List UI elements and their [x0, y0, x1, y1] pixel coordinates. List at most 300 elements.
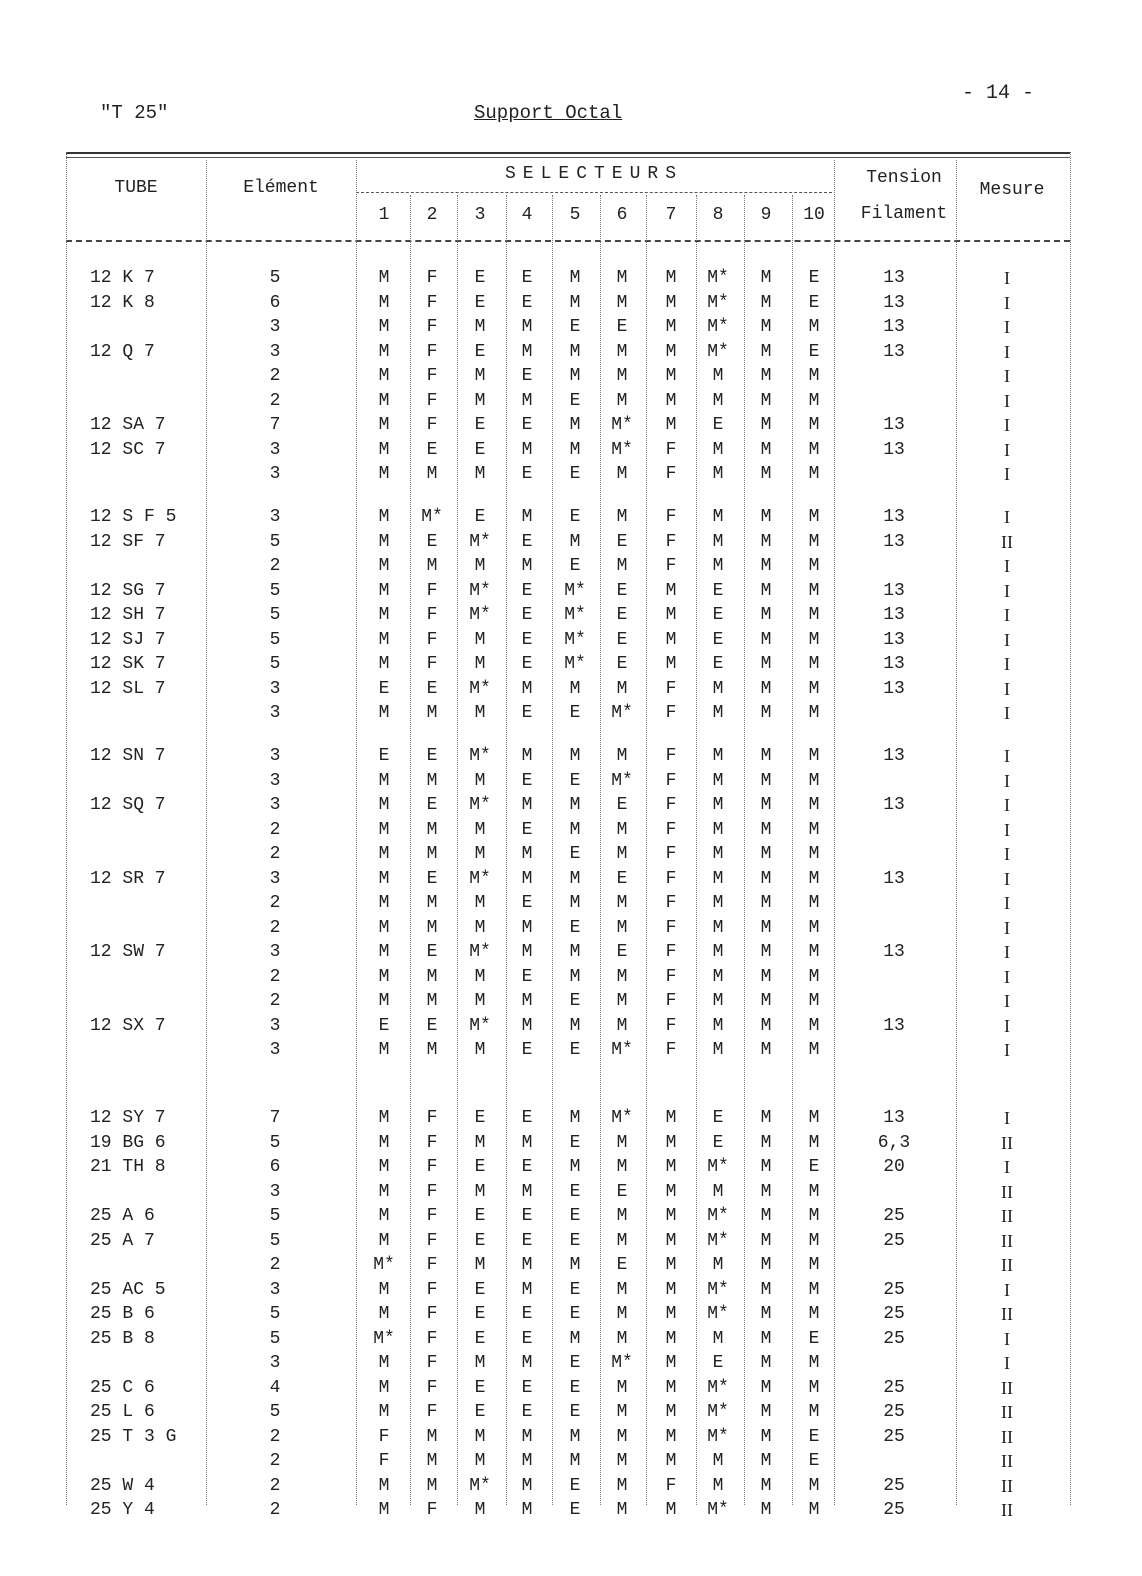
filament-tension: 13 — [883, 317, 905, 337]
measure-value: I — [1004, 415, 1010, 435]
tube-name: 12 SL 7 — [90, 678, 166, 699]
measure-value: II — [1001, 1255, 1013, 1275]
selector-value: M — [521, 746, 533, 766]
tube-name: 12 S F 5 — [90, 507, 177, 527]
selector-value: M — [808, 844, 820, 864]
selector-value: E — [712, 580, 724, 601]
selector-value: M — [808, 819, 820, 840]
element-count: 3 — [269, 1015, 281, 1036]
table-row — [0, 1182, 1142, 1206]
selector-value: M — [616, 1377, 628, 1398]
selector-value: F — [426, 317, 438, 337]
element-count: 5 — [269, 580, 281, 601]
selector-value: E — [521, 703, 533, 723]
selector-value: M — [665, 1181, 677, 1202]
measure-value: II — [1001, 1206, 1013, 1226]
filament-tension: 13 — [883, 1015, 905, 1036]
selector-value: E — [521, 366, 533, 386]
selector-value: F — [665, 942, 677, 962]
selector-value: E — [569, 1353, 581, 1373]
selector-value: M — [712, 1451, 724, 1471]
selector-value: M — [569, 1255, 581, 1275]
selector-number: 6 — [616, 205, 628, 225]
selector-value: M — [378, 770, 390, 791]
measure-value: II — [1001, 1451, 1013, 1471]
selector-value: M — [808, 1500, 820, 1520]
selector-value: M — [712, 893, 724, 913]
selector-value: F — [426, 580, 438, 601]
selector-value: F — [426, 1500, 438, 1520]
selector-value: M — [616, 1451, 628, 1471]
selector-value: M — [808, 1279, 820, 1300]
tube-name: 12 SX 7 — [90, 1015, 166, 1036]
selector-value: M — [378, 531, 390, 552]
selector-value: M — [760, 844, 772, 864]
column-header-element: Elément — [243, 178, 319, 198]
element-count: 5 — [269, 1132, 281, 1153]
element-count: 3 — [269, 1279, 281, 1300]
selector-value: M — [569, 795, 581, 815]
selector-value: E — [808, 1426, 820, 1447]
table-row — [0, 630, 1142, 654]
filament-tension: 13 — [883, 746, 905, 766]
selector-value: M — [760, 268, 772, 288]
selecteurs-underline — [356, 192, 832, 193]
filament-tension: 6,3 — [877, 1132, 911, 1153]
selector-value: E — [474, 1402, 486, 1422]
table-row — [0, 1304, 1142, 1328]
element-count: 2 — [269, 1426, 281, 1447]
selector-value: F — [665, 746, 677, 766]
selector-value: M — [378, 991, 390, 1011]
selector-value: E — [474, 1304, 486, 1324]
selector-value: M — [616, 1402, 628, 1422]
selector-value: M — [760, 439, 772, 460]
selector-value: F — [378, 1426, 390, 1447]
selector-value: M* — [373, 1328, 395, 1349]
selector-value: E — [569, 507, 581, 527]
selector-value: F — [665, 795, 677, 815]
selector-value: E — [616, 795, 628, 815]
selector-value: F — [426, 1132, 438, 1153]
selector-value: M* — [611, 439, 633, 460]
selector-value: E — [521, 1328, 533, 1349]
selector-value: M — [521, 1279, 533, 1300]
table-row — [0, 532, 1142, 556]
selector-value: E — [521, 531, 533, 552]
selector-value: M — [521, 556, 533, 576]
selector-value: M — [616, 991, 628, 1011]
selector-value: E — [521, 1230, 533, 1251]
selector-value: M — [712, 531, 724, 552]
selector-value: E — [426, 531, 438, 552]
selector-value: M — [378, 1304, 390, 1324]
selector-value: M — [808, 991, 820, 1011]
selector-value: F — [665, 991, 677, 1011]
filament-tension: 13 — [883, 605, 905, 625]
measure-value: I — [1004, 770, 1010, 791]
selector-value: M — [808, 317, 820, 337]
tube-name: 25 W 4 — [90, 1475, 155, 1496]
selector-value: M — [808, 605, 820, 625]
selector-value: M* — [373, 1255, 395, 1275]
selector-value: M — [474, 1451, 486, 1471]
selector-value: M — [808, 893, 820, 913]
tube-name: 12 SQ 7 — [90, 795, 166, 815]
selector-value: M — [378, 868, 390, 889]
selector-value: M — [760, 1132, 772, 1153]
selector-number: 8 — [712, 205, 724, 225]
selector-value: M — [569, 966, 581, 987]
selector-value: E — [712, 1132, 724, 1153]
selector-value: E — [569, 770, 581, 791]
selector-value: M — [712, 1181, 724, 1202]
selector-value: M — [616, 1157, 628, 1177]
selector-value: M — [760, 1353, 772, 1373]
measure-value: I — [1004, 942, 1010, 962]
selector-value: M — [521, 341, 533, 362]
column-header-selecteurs: SELECTEURS — [504, 164, 684, 184]
element-count: 3 — [269, 464, 281, 484]
selector-value: M* — [707, 292, 729, 313]
filament-tension: 25 — [883, 1377, 905, 1398]
selector-value: M — [760, 1181, 772, 1202]
selector-value: M — [760, 292, 772, 313]
selector-value: M — [665, 1426, 677, 1447]
selector-value: M — [712, 507, 724, 527]
selector-value: E — [426, 678, 438, 699]
selector-value: M — [474, 366, 486, 386]
selector-value: F — [665, 1040, 677, 1060]
selector-value: F — [426, 629, 438, 650]
selector-value: M — [760, 464, 772, 484]
tube-name: 25 A 7 — [90, 1230, 155, 1251]
element-count: 5 — [269, 1402, 281, 1422]
selector-value: M — [378, 317, 390, 337]
selector-number: 4 — [521, 205, 533, 225]
selector-value: M — [808, 746, 820, 766]
selector-value: M — [521, 1426, 533, 1447]
measure-value: I — [1004, 868, 1010, 889]
selector-value: M — [426, 770, 438, 791]
selector-value: M — [474, 1132, 486, 1153]
selector-value: M — [616, 1206, 628, 1226]
table-row — [0, 440, 1142, 464]
table-row — [0, 654, 1142, 678]
selector-value: M — [378, 439, 390, 460]
selector-value: M — [712, 917, 724, 938]
measure-value: I — [1004, 966, 1010, 987]
selector-value: E — [616, 1181, 628, 1202]
selector-value: M — [474, 1255, 486, 1275]
selector-value: E — [521, 654, 533, 674]
selector-value: M — [616, 366, 628, 386]
selector-value: M — [665, 268, 677, 288]
selector-value: F — [665, 464, 677, 484]
selector-value: M — [616, 1132, 628, 1153]
selector-value: M — [378, 795, 390, 815]
selector-number: 1 — [378, 205, 390, 225]
selector-value: M — [712, 1328, 724, 1349]
selector-value: F — [426, 654, 438, 674]
selector-value: M — [569, 1108, 581, 1128]
selector-value: F — [665, 531, 677, 552]
selector-value: E — [569, 1402, 581, 1422]
table-row — [0, 317, 1142, 341]
selector-value: E — [474, 341, 486, 362]
selector-value: M — [426, 991, 438, 1011]
tube-name: 12 SJ 7 — [90, 629, 166, 650]
selector-value: M — [378, 1500, 390, 1520]
selector-value: M* — [611, 415, 633, 435]
element-count: 3 — [269, 678, 281, 699]
selector-value: E — [521, 893, 533, 913]
selector-value: E — [521, 605, 533, 625]
selector-value: E — [808, 1157, 820, 1177]
filament-tension: 13 — [883, 531, 905, 552]
selector-value: M — [378, 1377, 390, 1398]
filament-tension: 25 — [883, 1304, 905, 1324]
selector-value: M — [616, 341, 628, 362]
measure-value: I — [1004, 893, 1010, 913]
element-count: 3 — [269, 868, 281, 889]
measure-value: I — [1004, 991, 1010, 1011]
selector-value: M — [426, 556, 438, 576]
selector-value: F — [665, 439, 677, 460]
table-top-rule-inner — [66, 157, 1070, 158]
selector-value: M — [760, 819, 772, 840]
measure-value: I — [1004, 1040, 1010, 1060]
measure-value: II — [1001, 1132, 1013, 1153]
selector-value: F — [426, 366, 438, 386]
element-count: 3 — [269, 703, 281, 723]
selector-value: M — [474, 991, 486, 1011]
selector-value: M — [760, 654, 772, 674]
selector-value: M* — [564, 629, 586, 650]
filament-tension: 13 — [883, 580, 905, 601]
selector-value: M — [760, 1279, 772, 1300]
selector-value: M — [760, 991, 772, 1011]
table-row — [0, 464, 1142, 488]
selector-value: M* — [469, 580, 491, 601]
selector-value: M — [808, 868, 820, 889]
selector-value: M — [808, 1304, 820, 1324]
selector-value: M* — [707, 1157, 729, 1177]
selector-value: M — [569, 366, 581, 386]
selector-value: M — [569, 942, 581, 962]
filament-tension: 25 — [883, 1500, 905, 1520]
selector-value: M — [378, 917, 390, 938]
table-row — [0, 366, 1142, 390]
selector-value: M — [808, 629, 820, 650]
measure-value: I — [1004, 1328, 1010, 1349]
selector-value: M — [426, 464, 438, 484]
measure-value: I — [1004, 317, 1010, 337]
table-row — [0, 1476, 1142, 1500]
table-row — [0, 1040, 1142, 1064]
selector-value: M — [378, 1108, 390, 1128]
selector-value: M — [569, 678, 581, 699]
measure-value: I — [1004, 1108, 1010, 1128]
selector-value: M — [808, 1108, 820, 1128]
selector-value: M — [378, 1132, 390, 1153]
filament-tension: 13 — [883, 678, 905, 699]
selector-value: E — [474, 439, 486, 460]
selector-value: M — [378, 556, 390, 576]
selector-value: E — [521, 966, 533, 987]
selector-value: M — [808, 678, 820, 699]
tube-name: 25 C 6 — [90, 1377, 155, 1398]
selector-value: M — [712, 366, 724, 386]
selector-value: M — [474, 1353, 486, 1373]
selector-number: 9 — [760, 205, 772, 225]
selector-value: M — [760, 1304, 772, 1324]
selector-value: M — [616, 507, 628, 527]
element-count: 5 — [269, 629, 281, 650]
selector-value: M — [569, 531, 581, 552]
selector-value: M — [569, 1015, 581, 1036]
selector-value: E — [426, 1015, 438, 1036]
table-row — [0, 507, 1142, 531]
selector-value: M — [474, 917, 486, 938]
selector-value: F — [426, 268, 438, 288]
selector-value: M — [665, 654, 677, 674]
selector-value: M — [712, 678, 724, 699]
selector-value: E — [474, 268, 486, 288]
selector-value: M* — [469, 795, 491, 815]
selector-value: M — [474, 844, 486, 864]
element-count: 3 — [269, 770, 281, 791]
selector-value: M — [521, 1451, 533, 1471]
tube-name: 25 A 6 — [90, 1206, 155, 1226]
table-row — [0, 391, 1142, 415]
selector-value: M — [665, 629, 677, 650]
measure-value: II — [1001, 1377, 1013, 1398]
element-count: 7 — [269, 1108, 281, 1128]
measure-value: I — [1004, 1279, 1010, 1300]
selector-value: E — [474, 1206, 486, 1226]
selector-value: M — [760, 1206, 772, 1226]
selector-value: M — [474, 819, 486, 840]
selector-value: M — [474, 629, 486, 650]
selector-value: M — [712, 703, 724, 723]
filament-tension: 13 — [883, 292, 905, 313]
selector-value: E — [521, 415, 533, 435]
selector-value: M — [616, 390, 628, 411]
selector-value: M — [712, 991, 724, 1011]
selector-value: E — [521, 292, 533, 313]
selector-value: E — [616, 868, 628, 889]
table-row — [0, 415, 1142, 439]
measure-value: I — [1004, 819, 1010, 840]
selector-value: M — [808, 1040, 820, 1060]
selector-value: M — [378, 464, 390, 484]
selector-value: E — [569, 703, 581, 723]
header-bottom-rule — [66, 240, 1070, 242]
selector-value: M — [378, 1206, 390, 1226]
selector-value: M — [665, 605, 677, 625]
selector-value: E — [378, 678, 390, 699]
selector-value: F — [665, 1475, 677, 1496]
selector-value: E — [616, 942, 628, 962]
selector-value: E — [569, 1304, 581, 1324]
selector-value: M — [474, 1426, 486, 1447]
element-count: 2 — [269, 390, 281, 411]
selector-value: M — [521, 1181, 533, 1202]
selector-value: M — [521, 795, 533, 815]
selector-value: M* — [611, 703, 633, 723]
selector-value: E — [474, 1157, 486, 1177]
measure-value: I — [1004, 917, 1010, 938]
selector-value: M — [616, 746, 628, 766]
selector-value: M — [760, 703, 772, 723]
selector-value: M — [712, 439, 724, 460]
measure-value: I — [1004, 580, 1010, 601]
selector-value: M — [569, 341, 581, 362]
selector-value: M — [665, 1255, 677, 1275]
table-row — [0, 942, 1142, 966]
selector-value: M — [760, 341, 772, 362]
selector-value: E — [569, 1040, 581, 1060]
selector-value: E — [521, 629, 533, 650]
selector-value: M — [665, 1206, 677, 1226]
selector-value: E — [521, 1157, 533, 1177]
selector-value: M — [808, 464, 820, 484]
element-count: 2 — [269, 1255, 281, 1275]
table-row — [0, 1378, 1142, 1402]
table-row — [0, 795, 1142, 819]
selector-value: E — [474, 1377, 486, 1398]
selector-value: M* — [611, 1353, 633, 1373]
selector-number: 5 — [569, 205, 581, 225]
selector-value: M — [760, 507, 772, 527]
selector-value: E — [616, 605, 628, 625]
selector-value: F — [426, 1230, 438, 1251]
measure-value: I — [1004, 1157, 1010, 1177]
selector-value: M — [378, 415, 390, 435]
measure-value: I — [1004, 507, 1010, 527]
selector-value: E — [426, 746, 438, 766]
tube-name: 25 Y 4 — [90, 1500, 155, 1520]
selector-value: F — [665, 1015, 677, 1036]
selector-value: E — [569, 844, 581, 864]
selector-value: M — [426, 703, 438, 723]
selector-value: M — [665, 580, 677, 601]
selector-value: E — [569, 556, 581, 576]
selector-value: M — [616, 819, 628, 840]
selector-value: F — [426, 1108, 438, 1128]
measure-value: II — [1001, 1181, 1013, 1202]
selector-value: M* — [611, 1108, 633, 1128]
selector-value: M — [378, 1181, 390, 1202]
selector-value: E — [616, 580, 628, 601]
selector-value: M — [808, 1353, 820, 1373]
table-row — [0, 1353, 1142, 1377]
selector-value: M — [616, 844, 628, 864]
selector-value: M — [760, 1108, 772, 1128]
tube-name: 25 AC 5 — [90, 1279, 166, 1300]
selector-value: M* — [564, 654, 586, 674]
selector-number: 7 — [665, 205, 677, 225]
tube-name: 12 SN 7 — [90, 746, 166, 766]
selector-value: M — [616, 1230, 628, 1251]
tube-name: 12 SC 7 — [90, 439, 166, 460]
table-row — [0, 918, 1142, 942]
selector-value: E — [569, 464, 581, 484]
filament-tension: 25 — [883, 1206, 905, 1226]
selector-value: E — [521, 1206, 533, 1226]
selector-value: M — [521, 1353, 533, 1373]
